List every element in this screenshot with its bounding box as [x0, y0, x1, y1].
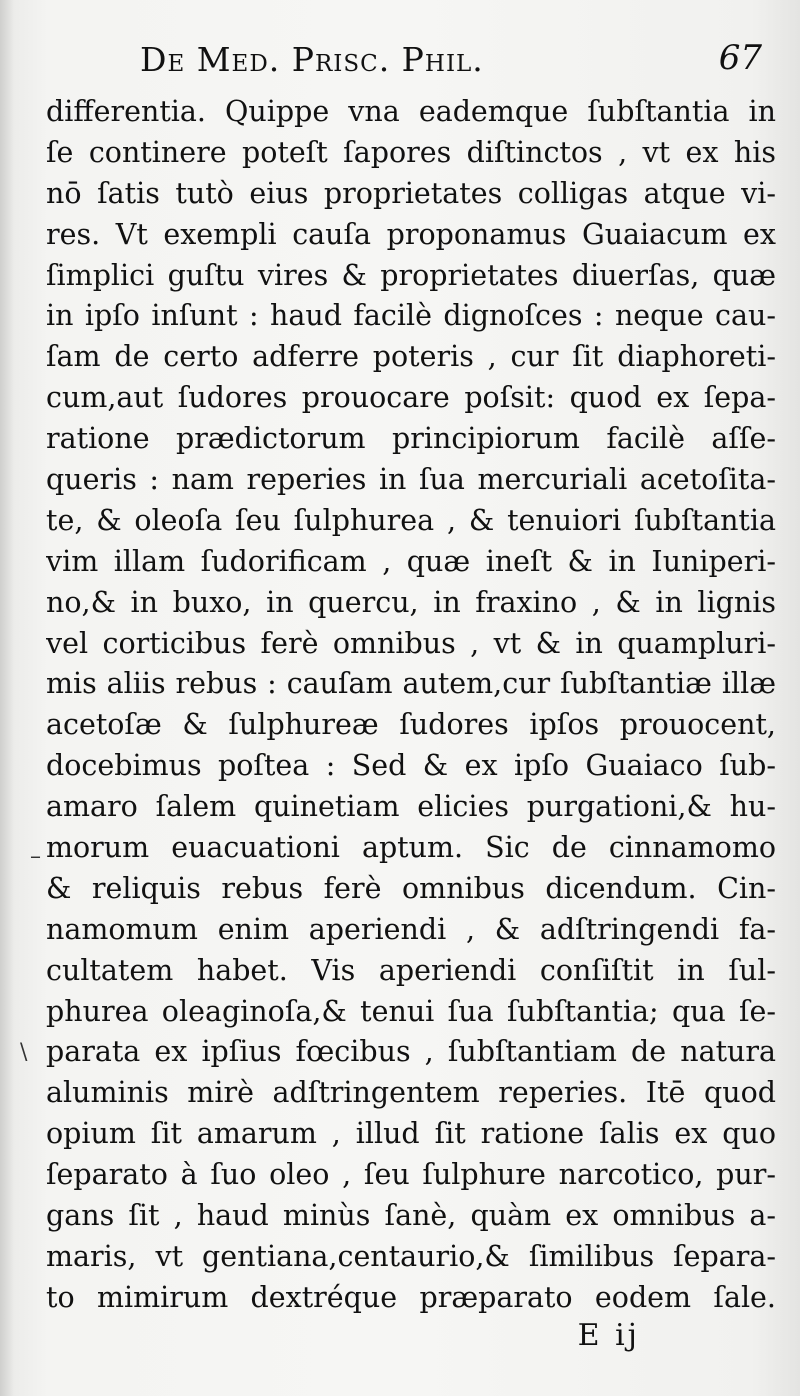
- body-text: [46, 92, 776, 1319]
- text-line: ratione prædictorum principiorum facilè aſſe-: [46, 422, 776, 456]
- text-line: ſeparato à ſuo oleo , ſeu ſulphure narcotico, pur-: [46, 1158, 776, 1192]
- text-line: in ipſo inſunt : haud facilè dignoſces : neque cau-: [46, 299, 776, 333]
- text-line: opium ſit amarum , illud ſit ratione ſalis ex quo: [46, 1117, 776, 1151]
- text-line: cultatem habet. Vis aperiendi conſiſtit in ſul-: [46, 953, 776, 987]
- text-line: amaro ſalem quinetiam elicies purgationi,& hu-: [46, 790, 776, 824]
- text-line: cum,aut ſudores prouocare poſsit: quod ex ſepa-: [46, 381, 776, 415]
- text-line: no,& in buxo, in quercu, in fraxino , & in lignis: [46, 585, 776, 619]
- text-line: parata ex ipſius fœcibus , ſubſtantiam de natura: [46, 1035, 776, 1069]
- text-line: ſimplici guſtu vires & proprietates diuerſas, quæ: [46, 258, 776, 292]
- margin-tick-mark: \: [20, 1040, 28, 1065]
- text-line: ſe continere poteſt ſapores diſtinctos , vt ex his: [46, 135, 776, 169]
- page-number: 67: [718, 38, 762, 78]
- text-line: phurea oleaginoſa,& tenui ſua ſubſtantia; qua ſe-: [46, 994, 776, 1028]
- text-line: vel corticibus ferè omnibus , vt & in quampluri-: [46, 626, 776, 660]
- text-line: aluminis mirè adſtringentem reperies. Itē quod: [46, 1076, 776, 1110]
- text-line: to mimirum dextréque præparato eodem ſale.: [46, 1280, 776, 1314]
- text-line: maris, vt gentiana,centaurio,& ſimilibus ſepara-: [46, 1239, 776, 1273]
- text-line: res. Vt exempli cauſa proponamus Guaiacum ex: [46, 217, 776, 251]
- text-line: vim illam ſudorificam , quæ ineſt & in Iuniperi-: [46, 544, 776, 578]
- text-line: queris : nam reperies in ſua mercuriali acetoſita-: [46, 463, 776, 497]
- text-line: & reliquis rebus ferè omnibus dicendum. Cin-: [46, 871, 776, 905]
- text-line: namomum enim aperiendi , & adſtringendi fa-: [46, 912, 776, 946]
- running-title: De Med. Prisc. Phil.: [140, 40, 484, 79]
- running-head: [40, 34, 772, 90]
- text-line: acetoſæ & ſulphureæ ſudores ipſos prouocent,: [46, 708, 776, 742]
- text-line: docebimus poſtea : Sed & ex ipſo Guaiaco ſub-: [46, 749, 776, 783]
- text-line: morum euacuationi aptum. Sic de cinnamomo: [46, 831, 776, 865]
- text-line: ſam de certo adferre poteris , cur ſit diaphoreti-: [46, 340, 776, 374]
- margin-dash-mark: –: [30, 844, 41, 869]
- text-line: nō ſatis tutò eius proprietates colligas atque vi-: [46, 176, 776, 210]
- text-line: te, & oleoſa ſeu ſulphurea , & tenuiori ſubſtantia: [46, 503, 776, 537]
- text-line: gans ſit , haud minùs ſanè, quàm ex omnibus a-: [46, 1199, 776, 1233]
- signature-mark: E ij: [577, 1318, 640, 1353]
- text-line: mis aliis rebus : cauſam autem,cur ſubſtantiæ illæ: [46, 667, 776, 701]
- text-line: differentia. Quippe vna eademque ſubſtantia in: [46, 95, 776, 128]
